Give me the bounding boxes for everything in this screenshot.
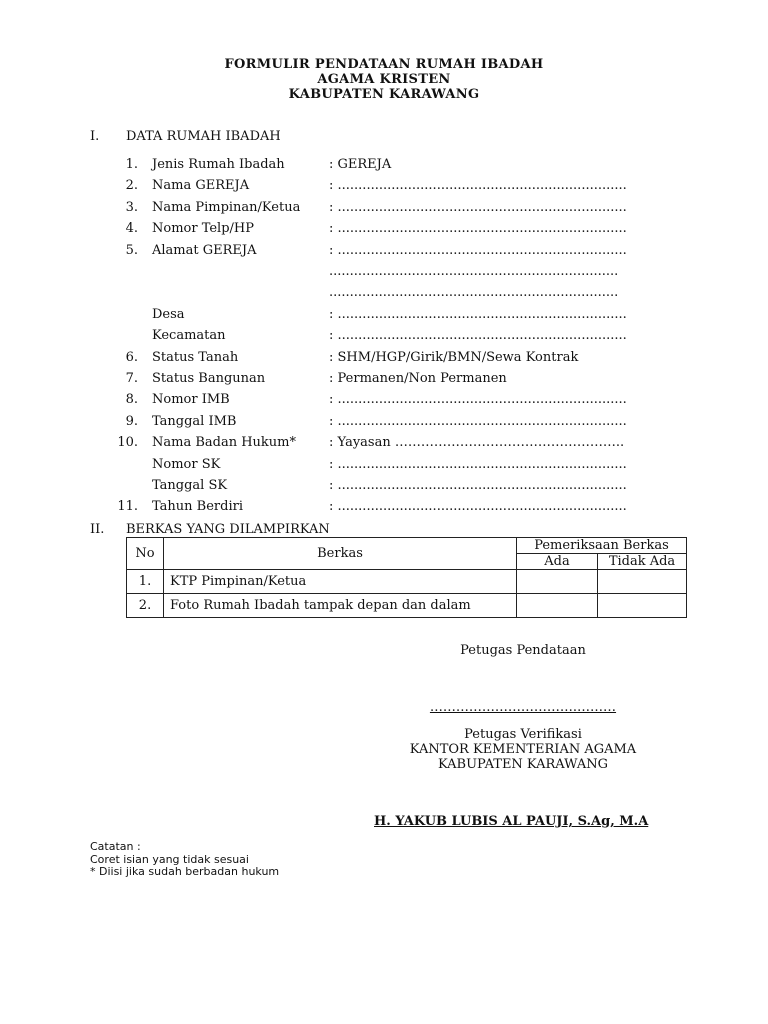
field-label: Nama Badan Hukum* [152,435,297,450]
field-value[interactable]: : ...................................................................... [329,200,627,215]
form-title-line3: KABUPATEN KARAWANG [288,87,480,102]
section2-number: II. [90,522,105,537]
field-value[interactable]: : Yayasan …………………………………………….. [329,435,625,450]
field-value[interactable]: : ...................................................................... [329,221,627,236]
field-label: Tanggal IMB [152,414,237,429]
signature-blank-line: …………………………….……… [429,700,617,715]
check-tidak-ada-cell[interactable] [598,570,687,594]
field-value[interactable]: : Permanen/Non Permanen [329,371,507,386]
field-value[interactable]: : ...................................................................... [329,307,627,322]
field-number: 4. [125,221,138,236]
field-number: 5. [125,243,138,258]
field-label: Desa [152,307,185,322]
field-label: Nomor Telp/HP [152,221,255,236]
field-number: 7. [125,371,138,386]
field-value[interactable]: : GEREJA [329,157,392,172]
check-tidak-ada-cell[interactable] [598,594,687,618]
check-ada-cell[interactable] [517,570,598,594]
field-value[interactable]: ...................................................................... [329,285,619,300]
field-number: 6. [125,350,138,365]
col-header-tidak-ada: Tidak Ada [598,554,687,570]
form-title-line1: FORMULIR PENDATAAN RUMAH IBADAH [224,57,544,72]
notes-line2: * Diisi jika sudah berbadan hukum [90,865,280,878]
row-berkas: KTP Pimpinan/Ketua [164,570,517,594]
notes-heading: Catatan : [90,840,141,853]
field-number: 11. [117,499,138,514]
field-label: Jenis Rumah Ibadah [152,157,285,172]
field-label: Alamat GEREJA [152,243,257,258]
field-label: Tahun Berdiri [152,499,243,514]
field-value[interactable]: : ...................................................................... [329,478,627,493]
field-value[interactable]: ...................................................................... [329,264,619,279]
kantor-label: KANTOR KEMENTERIAN AGAMA [409,742,637,757]
field-value[interactable]: : ...................................................................... [329,499,627,514]
check-ada-cell[interactable] [517,594,598,618]
field-label: Nomor IMB [152,392,230,407]
row-no: 2. [127,594,164,618]
row-berkas: Foto Rumah Ibadah tampak depan dan dalam [164,594,517,618]
field-number: 9. [125,414,138,429]
section1-number: I. [90,129,100,144]
notes-line1: Coret isian yang tidak sesuai [90,853,249,866]
col-header-berkas: Berkas [164,538,517,570]
section2-title: BERKAS YANG DILAMPIRKAN [126,522,330,537]
row-no: 1. [127,570,164,594]
petugas-verifikasi-label: Petugas Verifikasi [464,727,582,742]
col-header-ada: Ada [517,554,598,570]
field-number: 3. [125,200,138,215]
field-value[interactable]: : ...................................................................... [329,243,627,258]
field-label: Kecamatan [152,328,226,343]
table-row [127,594,687,618]
field-label: Nama GEREJA [152,178,250,193]
attachments-table [126,537,687,618]
field-number: 1. [125,157,138,172]
field-label: Nama Pimpinan/Ketua [152,200,301,215]
field-label: Tanggal SK [152,478,228,493]
form-title-line2: AGAMA KRISTEN [317,72,451,87]
field-value[interactable]: : SHM/HGP/Girik/BMN/Sewa Kontrak [329,350,579,365]
official-name: H. YAKUB LUBIS AL PAUJI, S.Ag, M.A [374,814,649,829]
field-number: 2. [125,178,138,193]
table-row [127,570,687,594]
field-label: Status Bangunan [152,371,266,386]
field-label: Nomor SK [152,457,221,472]
field-value[interactable]: : ...................................................................... [329,178,627,193]
field-value[interactable]: : ...................................................................... [329,457,627,472]
section1-title: DATA RUMAH IBADAH [126,129,281,144]
field-number: 8. [125,392,138,407]
field-value[interactable]: : ...................................................................... [329,328,627,343]
petugas-pendataan-label: Petugas Pendataan [460,643,586,658]
col-header-no: No [127,538,164,570]
field-value[interactable]: : ...................................................................... [329,392,627,407]
col-header-pemeriksaan: Pemeriksaan Berkas [517,538,687,554]
field-number: 10. [117,435,138,450]
field-value[interactable]: : ...................................................................... [329,414,627,429]
kabupaten-label: KABUPATEN KARAWANG [437,757,609,772]
field-label: Status Tanah [152,350,239,365]
